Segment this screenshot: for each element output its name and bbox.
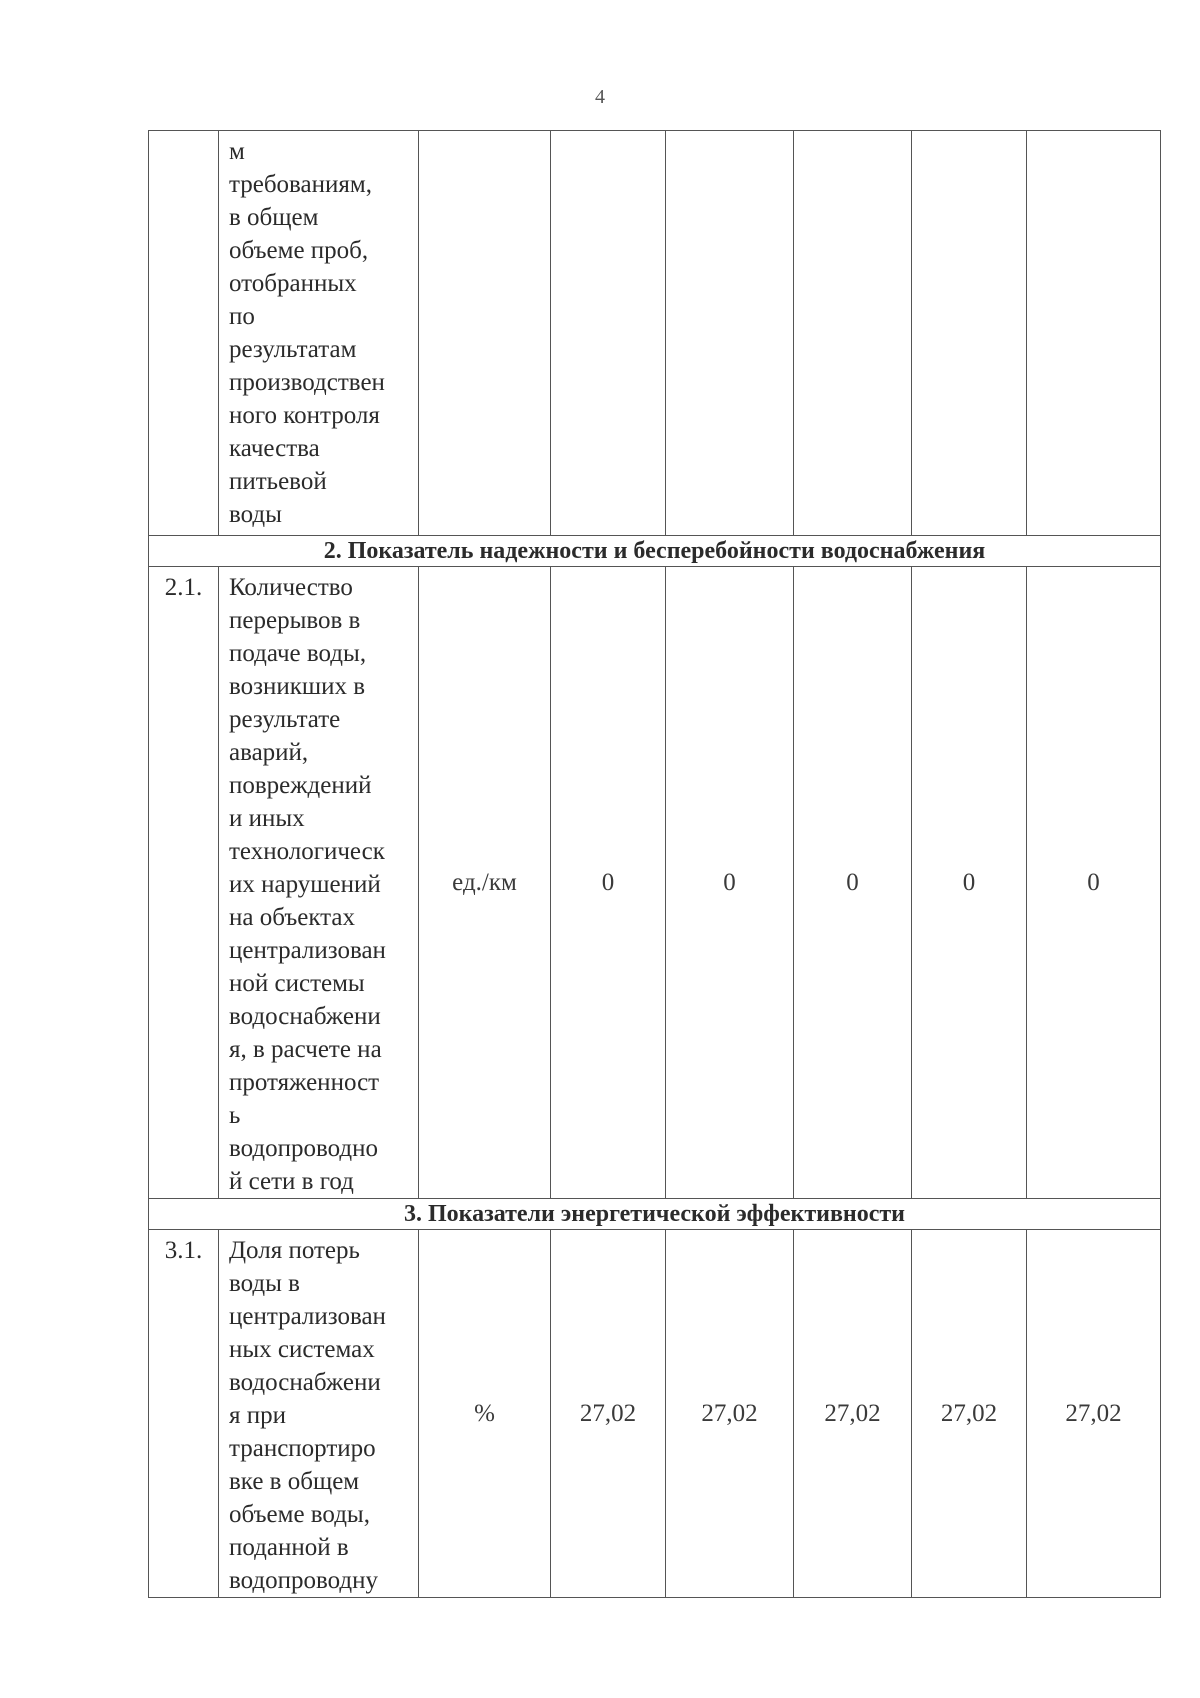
unit-cell: ед./км: [419, 567, 551, 1199]
table-row: [149, 567, 1161, 1199]
indicator-name-line: требованиям,: [229, 171, 372, 198]
indicator-name-line: ного контроля: [229, 402, 380, 429]
indicator-name-line: водоснабжени: [229, 1369, 381, 1396]
value-cell: 0: [551, 567, 666, 1199]
indicator-name-line: и иных: [229, 805, 305, 832]
indicator-name-line: подаче воды,: [229, 640, 367, 667]
indicator-name-line: качества: [229, 435, 320, 462]
indicator-name-line: поданной в: [229, 1534, 349, 1561]
indicator-name-line: транспортиро: [229, 1435, 376, 1462]
indicator-name-line: производствен: [229, 369, 385, 396]
indicator-name-line: ных системах: [229, 1336, 375, 1363]
value-cell: 27,02: [1027, 1230, 1161, 1598]
indicator-name-line: перерывов в: [229, 607, 361, 634]
indicator-name-line: централизован: [229, 1303, 386, 1330]
indicator-name-line: результатам: [229, 336, 357, 363]
indicator-name-cell: [219, 131, 419, 536]
indicator-name-line: на объектах: [229, 904, 355, 931]
indicator-name-cell: [219, 1230, 419, 1598]
indicator-name-line: ной системы: [229, 970, 365, 997]
value-cell: 0: [794, 567, 912, 1199]
indicator-name-line: питьевой: [229, 468, 327, 495]
indicator-name-line: Количество: [229, 574, 353, 601]
section-header-row: [149, 536, 1161, 567]
row-number-cell: [149, 131, 219, 536]
indicators-table: [148, 130, 1161, 1598]
indicator-name-line: я, в расчете на: [229, 1036, 382, 1063]
value-cell: [551, 131, 666, 536]
value-cell: 0: [1027, 567, 1161, 1199]
indicator-name-line: их нарушений: [229, 871, 381, 898]
indicator-name-line: вке в общем: [229, 1468, 360, 1495]
indicator-name-line: в общем: [229, 204, 319, 231]
value-cell: 27,02: [666, 1230, 794, 1598]
table-row: [149, 131, 1161, 536]
row-number-cell: 2.1.: [149, 567, 219, 1199]
value-cell: [912, 131, 1027, 536]
indicator-name-line: возникших в: [229, 673, 366, 700]
indicator-name-line: результате: [229, 706, 341, 733]
indicator-name-line: водопроводно: [229, 1135, 379, 1162]
indicator-name-line: отобранных: [229, 270, 357, 297]
value-cell: 0: [666, 567, 794, 1199]
unit-cell: %: [419, 1230, 551, 1598]
value-cell: [794, 131, 912, 536]
indicator-name-line: технологическ: [229, 838, 385, 865]
indicator-name-line: объеме проб,: [229, 237, 369, 264]
unit-cell: [419, 131, 551, 536]
indicator-name-line: м: [229, 138, 245, 165]
indicator-name-line: воды в: [229, 1270, 300, 1297]
table-row: [149, 1230, 1161, 1598]
value-cell: [1027, 131, 1161, 536]
indicator-name-line: водопроводну: [229, 1567, 379, 1594]
indicator-name-line: ь: [229, 1102, 241, 1129]
indicator-name-line: централизован: [229, 937, 386, 964]
indicator-name-line: Доля потерь: [229, 1237, 360, 1264]
indicator-name-line: й сети в год: [229, 1168, 354, 1195]
indicator-name-line: по: [229, 303, 255, 330]
row-number-cell: 3.1.: [149, 1230, 219, 1598]
section-header-row: [149, 1199, 1161, 1230]
indicator-name-line: повреждений: [229, 772, 372, 799]
indicator-name-line: объеме воды,: [229, 1501, 370, 1528]
indicator-name-line: я при: [229, 1402, 287, 1429]
indicator-name-line: воды: [229, 501, 282, 528]
value-cell: [666, 131, 794, 536]
page-number: 4: [595, 86, 605, 108]
indicator-name-cell: [219, 567, 419, 1199]
indicator-name-line: аварий,: [229, 739, 309, 766]
value-cell: 27,02: [912, 1230, 1027, 1598]
value-cell: 27,02: [794, 1230, 912, 1598]
section-title: 3. Показатели энергетической эффективности: [149, 1199, 1161, 1230]
indicator-name-line: протяженност: [229, 1069, 380, 1096]
indicator-name-line: водоснабжени: [229, 1003, 381, 1030]
value-cell: 0: [912, 567, 1027, 1199]
section-title: 2. Показатель надежности и бесперебойности водоснабжения: [149, 536, 1161, 567]
value-cell: 27,02: [551, 1230, 666, 1598]
